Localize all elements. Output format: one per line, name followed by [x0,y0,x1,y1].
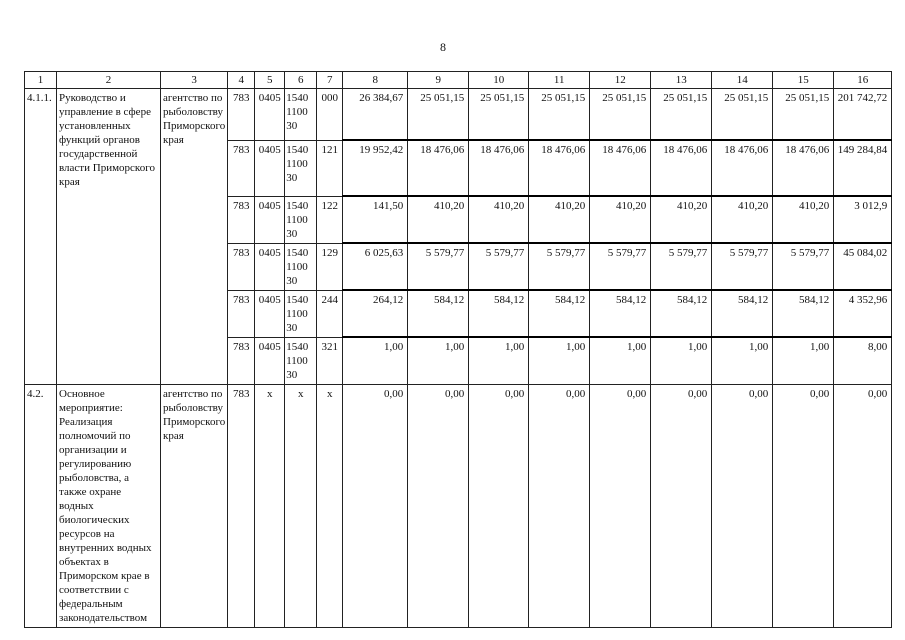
value-cell: 1,00 [408,337,469,384]
value-cell: 5 579,77 [590,243,651,290]
code-rz: 0405 [255,290,285,337]
code-vr: 321 [317,337,343,384]
code-gr: 783 [228,89,255,141]
code-vr: 244 [317,290,343,337]
code-csr: 1540 1100 30 [285,89,317,141]
value-cell: 149 284,84 [834,140,892,196]
header-cell: 16 [834,72,892,89]
value-cell: 410,20 [529,196,590,243]
value-cell: 18 476,06 [712,140,773,196]
value-cell: 25 051,15 [651,89,712,141]
value-cell: 0,00 [408,384,469,627]
code-vr: 122 [317,196,343,243]
value-cell: 584,12 [773,290,834,337]
header-cell: 9 [408,72,469,89]
value-cell: 0,00 [529,384,590,627]
value-cell: 410,20 [712,196,773,243]
value-cell: 1,00 [773,337,834,384]
value-cell: 584,12 [408,290,469,337]
value-cell: 141,50 [343,196,408,243]
group-executor: агентство по рыболовству Приморского края [161,89,228,385]
header-cell: 4 [228,72,255,89]
group-name: Руководство и управление в сфере установленных функций органов государственной власти Приморского края [57,89,161,385]
value-cell: 584,12 [590,290,651,337]
value-cell: 1,00 [529,337,590,384]
value-cell: 410,20 [651,196,712,243]
value-cell: 25 051,15 [529,89,590,141]
value-cell: 0,00 [469,384,529,627]
value-cell: 25 051,15 [408,89,469,141]
code-rz: 0405 [255,196,285,243]
code-csr: x [285,384,317,627]
code-gr: 783 [228,337,255,384]
value-cell: 18 476,06 [651,140,712,196]
value-cell: 584,12 [529,290,590,337]
value-cell: 5 579,77 [651,243,712,290]
value-cell: 25 051,15 [469,89,529,141]
value-cell: 25 051,15 [773,89,834,141]
code-gr: 783 [228,290,255,337]
code-vr: x [317,384,343,627]
header-cell: 13 [651,72,712,89]
group-name: Основное мероприятие: Реализация полномочий по организации и регулированию рыболовства, а также охране водных биологических ресурсов на внутренних водных объектах в Приморском крае в соответствии с федеральным законодательством [57,384,161,627]
value-cell: 410,20 [408,196,469,243]
header-cell: 2 [57,72,161,89]
value-cell: 1,00 [651,337,712,384]
value-cell: 1,00 [590,337,651,384]
value-cell: 5 579,77 [529,243,590,290]
header-cell: 11 [529,72,590,89]
value-cell: 18 476,06 [773,140,834,196]
table-row [25,89,892,141]
value-cell: 5 579,77 [408,243,469,290]
code-csr: 1540 1100 30 [285,290,317,337]
value-cell: 1,00 [469,337,529,384]
table-row [25,384,892,627]
value-cell: 8,00 [834,337,892,384]
value-cell: 0,00 [651,384,712,627]
value-cell: 410,20 [773,196,834,243]
value-cell: 26 384,67 [343,89,408,141]
value-cell: 0,00 [773,384,834,627]
code-gr: 783 [228,140,255,196]
value-cell: 25 051,15 [712,89,773,141]
value-cell: 6 025,63 [343,243,408,290]
code-gr: 783 [228,243,255,290]
code-vr: 129 [317,243,343,290]
header-cell: 3 [161,72,228,89]
header-cell: 7 [317,72,343,89]
code-csr: 1540 1100 30 [285,243,317,290]
budget-table [24,71,892,628]
group-number: 4.1.1. [25,89,57,385]
code-rz: 0405 [255,337,285,384]
code-vr: 000 [317,89,343,141]
header-cell: 6 [285,72,317,89]
value-cell: 45 084,02 [834,243,892,290]
value-cell: 18 476,06 [529,140,590,196]
group-executor: агентство по рыболовству Приморского края [161,384,228,627]
value-cell: 410,20 [590,196,651,243]
code-rz: 0405 [255,140,285,196]
code-csr: 1540 1100 30 [285,337,317,384]
code-gr: 783 [228,384,255,627]
header-cell: 1 [25,72,57,89]
code-csr: 1540 1100 30 [285,140,317,196]
value-cell: 18 476,06 [469,140,529,196]
value-cell: 264,12 [343,290,408,337]
value-cell: 584,12 [469,290,529,337]
value-cell: 0,00 [590,384,651,627]
header-cell: 8 [343,72,408,89]
header-row [25,72,892,89]
code-gr: 783 [228,196,255,243]
header-cell: 10 [469,72,529,89]
header-cell: 14 [712,72,773,89]
group-number: 4.2. [25,384,57,627]
value-cell: 25 051,15 [590,89,651,141]
code-rz: x [255,384,285,627]
header-cell: 12 [590,72,651,89]
value-cell: 18 476,06 [590,140,651,196]
code-rz: 0405 [255,243,285,290]
code-rz: 0405 [255,89,285,141]
code-csr: 1540 1100 30 [285,196,317,243]
value-cell: 4 352,96 [834,290,892,337]
value-cell: 0,00 [834,384,892,627]
value-cell: 19 952,42 [343,140,408,196]
value-cell: 0,00 [712,384,773,627]
value-cell: 584,12 [651,290,712,337]
value-cell: 201 742,72 [834,89,892,141]
value-cell: 0,00 [343,384,408,627]
header-cell: 15 [773,72,834,89]
value-cell: 1,00 [712,337,773,384]
value-cell: 1,00 [343,337,408,384]
value-cell: 5 579,77 [469,243,529,290]
code-vr: 121 [317,140,343,196]
value-cell: 5 579,77 [712,243,773,290]
header-cell: 5 [255,72,285,89]
value-cell: 410,20 [469,196,529,243]
value-cell: 584,12 [712,290,773,337]
value-cell: 3 012,9 [834,196,892,243]
page-number: 8 [440,40,446,54]
value-cell: 18 476,06 [408,140,469,196]
value-cell: 5 579,77 [773,243,834,290]
